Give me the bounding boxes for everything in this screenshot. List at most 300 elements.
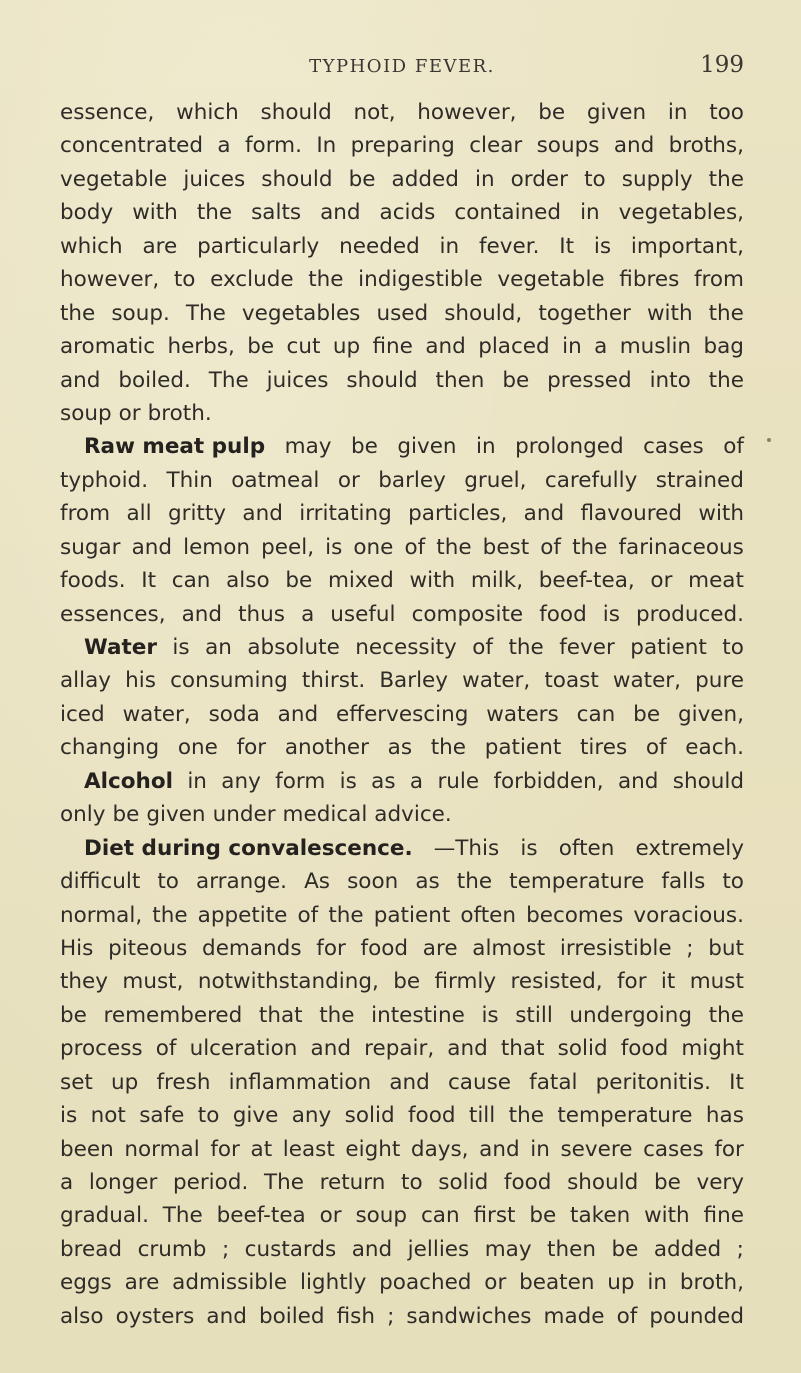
word: boiled. [118, 367, 191, 393]
word: each. [685, 735, 744, 761]
word: mixed [327, 568, 394, 594]
word: days, [410, 1136, 469, 1162]
word: with [644, 1203, 690, 1229]
text-line [60, 731, 744, 764]
word: peritonitis. [595, 1069, 711, 1095]
word: a [409, 768, 424, 794]
word: effervescing [336, 701, 469, 727]
word: but [708, 935, 744, 961]
word: water, [462, 668, 531, 694]
paragraph-heading-water: Water [84, 635, 157, 660]
word: or [118, 400, 141, 426]
word: the [572, 534, 608, 560]
word: a [217, 133, 231, 159]
word: lightly [299, 1270, 367, 1296]
word: acids [379, 200, 436, 226]
word: peel, [261, 534, 315, 560]
word: concentrated [60, 133, 204, 159]
word: extremely [635, 835, 744, 861]
word: pounded [649, 1303, 744, 1329]
word: soda [208, 701, 260, 727]
word: clear [469, 133, 523, 159]
word: the [328, 902, 364, 928]
word: under [212, 802, 276, 828]
paragraph-first-line [60, 430, 744, 463]
word: into [649, 367, 691, 393]
word: of [645, 735, 667, 761]
word: and [242, 501, 283, 527]
word: fine [372, 334, 413, 360]
word: as [415, 869, 440, 895]
word: particles, [408, 501, 508, 527]
word: piteous [108, 935, 188, 961]
word: ; [686, 935, 694, 961]
word: be [529, 1203, 557, 1229]
word: be [60, 1002, 87, 1028]
word: the [430, 735, 467, 761]
word: Barley [379, 668, 449, 694]
word: oatmeal [231, 467, 320, 493]
word: aromatic [60, 334, 156, 360]
word: vegetables, [618, 200, 744, 226]
word: to [722, 869, 744, 895]
word: important, [630, 233, 744, 259]
word: then [547, 1236, 596, 1262]
word: particularly [197, 233, 320, 259]
word: barley [378, 467, 446, 493]
word: of [616, 1303, 638, 1329]
word: been [60, 1136, 114, 1162]
word: farinaceous [618, 534, 744, 560]
text-line [60, 196, 744, 229]
word: is [602, 601, 620, 627]
word: fever [559, 635, 615, 660]
word: still [515, 1002, 553, 1028]
word: till [468, 1103, 496, 1129]
word: jellies [407, 1236, 470, 1262]
word: safe [139, 1103, 185, 1129]
text-line [60, 598, 744, 631]
word: from [693, 267, 744, 293]
word: set [60, 1069, 93, 1095]
word: notwithstanding, [197, 969, 379, 995]
word: his [125, 668, 156, 694]
word: foods. [60, 568, 126, 594]
word: should [567, 1170, 639, 1195]
word: sugar [60, 534, 121, 560]
word: crumb [137, 1236, 207, 1262]
word: fine [703, 1203, 744, 1229]
word: solid [344, 1103, 395, 1129]
text-line [60, 364, 744, 397]
word: repair, [364, 1036, 435, 1062]
word: allay [60, 668, 112, 694]
text-line [60, 965, 744, 998]
word: —This [433, 835, 500, 861]
word: inflammation [228, 1069, 372, 1095]
word: with [132, 200, 178, 226]
word: can [576, 701, 616, 727]
word: is [520, 835, 538, 861]
word: must [689, 969, 744, 995]
word: food [620, 1036, 669, 1062]
word: made [543, 1303, 605, 1329]
word: or [337, 467, 360, 493]
word: iced [60, 701, 105, 727]
word: give [232, 1103, 279, 1129]
word: poached [379, 1270, 472, 1296]
word: The [263, 1170, 304, 1195]
word: water, [612, 668, 681, 694]
word: flavoured [580, 501, 682, 527]
word: in [580, 200, 600, 226]
word: and [613, 133, 655, 159]
word: needed [339, 233, 420, 259]
word: be [502, 367, 530, 393]
word: process [60, 1036, 143, 1062]
word: soups [536, 133, 600, 159]
word: the [708, 166, 744, 192]
word: the [456, 869, 493, 895]
word: fever. [478, 233, 540, 259]
word: may [484, 1236, 532, 1262]
word: in [187, 768, 207, 794]
word: ; [387, 1303, 395, 1329]
word: form. [244, 133, 302, 159]
word: in [439, 233, 460, 259]
word: and [181, 601, 223, 627]
word: to [401, 1170, 423, 1195]
word: to [584, 166, 606, 192]
word: order [510, 166, 568, 192]
word: and [617, 768, 659, 794]
word: and [479, 1136, 520, 1162]
word: all [126, 501, 152, 527]
word: ulceration [189, 1036, 298, 1062]
word: might [681, 1036, 744, 1062]
text-line [60, 1032, 744, 1065]
word: for [316, 935, 346, 961]
word: pressed [547, 367, 632, 393]
word: of [155, 1036, 177, 1062]
word: soup. [111, 300, 170, 326]
word: undergoing [569, 1002, 693, 1028]
word: with [698, 501, 744, 527]
word: the [708, 300, 744, 326]
word: remembered [103, 1002, 243, 1028]
paragraph-heading-raw-meat: Raw meat pulp [84, 434, 266, 460]
word: longer [88, 1170, 158, 1195]
word: vegetable [60, 166, 168, 192]
word: be [538, 100, 566, 125]
word: not, [353, 100, 396, 125]
word: should, [444, 300, 523, 326]
text-line [60, 798, 744, 831]
word: advice. [374, 802, 452, 828]
word: is [593, 233, 612, 259]
word: of [540, 534, 561, 560]
word: produced. [636, 601, 744, 627]
word: too [709, 100, 744, 125]
word: fibres [619, 267, 680, 293]
word: waters [486, 701, 559, 727]
paragraph-first-line [60, 765, 744, 798]
text-line [60, 230, 744, 263]
word: up [111, 1069, 139, 1095]
word: and [131, 534, 173, 560]
word: period. [172, 1170, 249, 1195]
word: As [304, 869, 331, 895]
word: toast [544, 668, 599, 694]
word: are [142, 233, 178, 259]
word: temperature [509, 869, 645, 895]
word: given [146, 802, 206, 828]
word: then [435, 367, 485, 393]
text-line [60, 932, 744, 965]
word: patient [630, 635, 707, 660]
word: be [653, 1170, 681, 1195]
word: the [60, 300, 96, 326]
word: and [60, 367, 101, 393]
word: fatal [529, 1069, 578, 1095]
word: beaten [519, 1270, 595, 1296]
word: meat [688, 568, 744, 594]
word: demands [202, 935, 302, 961]
word: or [484, 1270, 507, 1296]
word: sandwiches [406, 1303, 532, 1329]
word: soon [347, 869, 399, 895]
word: gradual. [60, 1203, 149, 1229]
word: in [474, 166, 495, 192]
word: of [723, 434, 744, 460]
word: the [196, 200, 233, 226]
word: changing [60, 735, 160, 761]
word: be [112, 802, 140, 828]
word: resisted, [510, 969, 603, 995]
word: solid [438, 1170, 489, 1195]
word: however, [417, 100, 517, 125]
word: ; [221, 1236, 230, 1262]
word: thus [238, 601, 286, 627]
word: is [172, 635, 190, 660]
word: muslin [619, 334, 692, 360]
text-line [60, 397, 744, 430]
word: indigestible [358, 267, 483, 293]
word: of [297, 902, 319, 928]
word: and [206, 1303, 247, 1329]
text-line [60, 531, 744, 564]
text-line [60, 899, 744, 932]
text-line [60, 564, 744, 597]
body-text [60, 96, 744, 1333]
word: becomes [526, 902, 624, 928]
word: one [177, 735, 218, 761]
word: with [409, 568, 456, 594]
word: and [320, 200, 361, 226]
word: medical [282, 802, 368, 828]
word: carefully [544, 467, 638, 493]
word: food [407, 1103, 456, 1129]
word: not [90, 1103, 126, 1129]
word: that [500, 1036, 545, 1062]
word: a [301, 601, 315, 627]
word: typhoid. [60, 467, 149, 493]
text-line [60, 1066, 744, 1099]
word: water, [122, 701, 191, 727]
paragraph-first-line [60, 832, 744, 865]
word: is [481, 1002, 499, 1028]
word: cut [286, 334, 321, 360]
word: used [376, 300, 429, 326]
word: eight [345, 1136, 401, 1162]
word: and [425, 334, 466, 360]
word: difficult [60, 869, 141, 895]
word: should [261, 166, 333, 192]
word: to [173, 267, 196, 293]
word: gruel, [464, 467, 527, 493]
paragraph-heading-alcohol: Alcohol [84, 768, 173, 794]
word: vegetable [497, 267, 605, 293]
word: and [389, 1069, 430, 1095]
word: placed [478, 334, 550, 360]
word: one [353, 534, 394, 560]
text-line [60, 1166, 744, 1199]
word: soup [355, 1203, 408, 1229]
word: which [176, 100, 239, 125]
word: however, [60, 267, 160, 293]
word: in [476, 434, 496, 460]
word: arrange. [196, 869, 288, 895]
word: prolonged [515, 434, 624, 460]
word: consuming [170, 668, 288, 694]
word: salts [251, 200, 302, 226]
word: In [316, 133, 337, 159]
word: be [247, 334, 275, 360]
word: be [611, 1236, 639, 1262]
word: food [503, 1170, 552, 1195]
word: the [308, 267, 344, 293]
word: be [350, 434, 378, 460]
word: the [152, 902, 188, 928]
word: be [285, 568, 313, 594]
word: It [559, 233, 575, 259]
word: another [284, 735, 369, 761]
word: necessity [355, 635, 457, 660]
word: given, [677, 701, 744, 727]
word: are [422, 935, 458, 961]
word: soup [60, 400, 112, 426]
word: firmly [434, 969, 497, 995]
word: or [650, 568, 673, 594]
word: useful [330, 601, 396, 627]
word: is [325, 534, 343, 560]
word: and [310, 1036, 351, 1062]
word: as [387, 735, 413, 761]
word: for [236, 735, 267, 761]
word: often [460, 902, 516, 928]
word: cause [447, 1069, 512, 1095]
word: should [346, 367, 418, 393]
word: pure [695, 668, 744, 694]
text-line [60, 297, 744, 330]
text-line [60, 96, 744, 129]
word: contained [454, 200, 562, 226]
word: often [558, 835, 615, 861]
word: first [473, 1203, 516, 1229]
word: should [672, 768, 744, 794]
word: added [653, 1236, 722, 1262]
word: also [226, 568, 270, 594]
word: tires [579, 735, 628, 761]
text-line [60, 330, 744, 363]
word: can [171, 568, 211, 594]
word: any [291, 1103, 332, 1129]
word: admissible [172, 1270, 288, 1296]
word: essence, [60, 100, 155, 125]
text-line [60, 1133, 744, 1166]
text-line [60, 129, 744, 162]
word: the [508, 1103, 544, 1129]
word: forbidden, [493, 768, 604, 794]
word: broths, [668, 133, 744, 159]
word: an [205, 635, 232, 660]
word: irresistible [559, 935, 672, 961]
running-head [60, 54, 744, 84]
word: milk, [470, 568, 524, 594]
word: they [60, 969, 109, 995]
word: temperature [557, 1103, 693, 1129]
word: taken [570, 1203, 631, 1229]
word: that [258, 1002, 303, 1028]
word: beef-tea, [538, 568, 635, 594]
word: must, [122, 969, 184, 995]
word: voracious. [633, 902, 744, 928]
word: food [360, 935, 409, 961]
word: broth, [679, 1270, 744, 1296]
text-line [60, 497, 744, 530]
margin-speck [767, 438, 771, 442]
word: is [339, 768, 357, 794]
page-number: 199 [700, 52, 744, 78]
word: in [530, 1136, 550, 1162]
word: ; [736, 1236, 744, 1262]
word: almost [472, 935, 546, 961]
word: His [60, 935, 94, 961]
word: return [319, 1170, 386, 1195]
word: which [60, 233, 123, 259]
word: up [332, 334, 361, 360]
word: in [562, 334, 582, 360]
text-line [60, 698, 744, 731]
running-title: TYPHOID FEVER. [309, 56, 495, 77]
word: The [208, 367, 249, 393]
word: in [667, 100, 688, 125]
word: with [646, 300, 693, 326]
word: preparing [350, 133, 455, 159]
paragraph-heading-diet: Diet during convalescence. [84, 835, 413, 861]
word: any [221, 768, 261, 794]
word: juices [183, 166, 246, 192]
word: for [714, 1136, 744, 1162]
word: the [708, 1002, 744, 1028]
paragraph-first-line [60, 631, 744, 664]
word: are [124, 1270, 160, 1296]
word: to [197, 1103, 220, 1129]
word: the [508, 635, 544, 660]
word: The [185, 300, 226, 326]
word: irritating [299, 501, 392, 527]
text-line [60, 1199, 744, 1232]
